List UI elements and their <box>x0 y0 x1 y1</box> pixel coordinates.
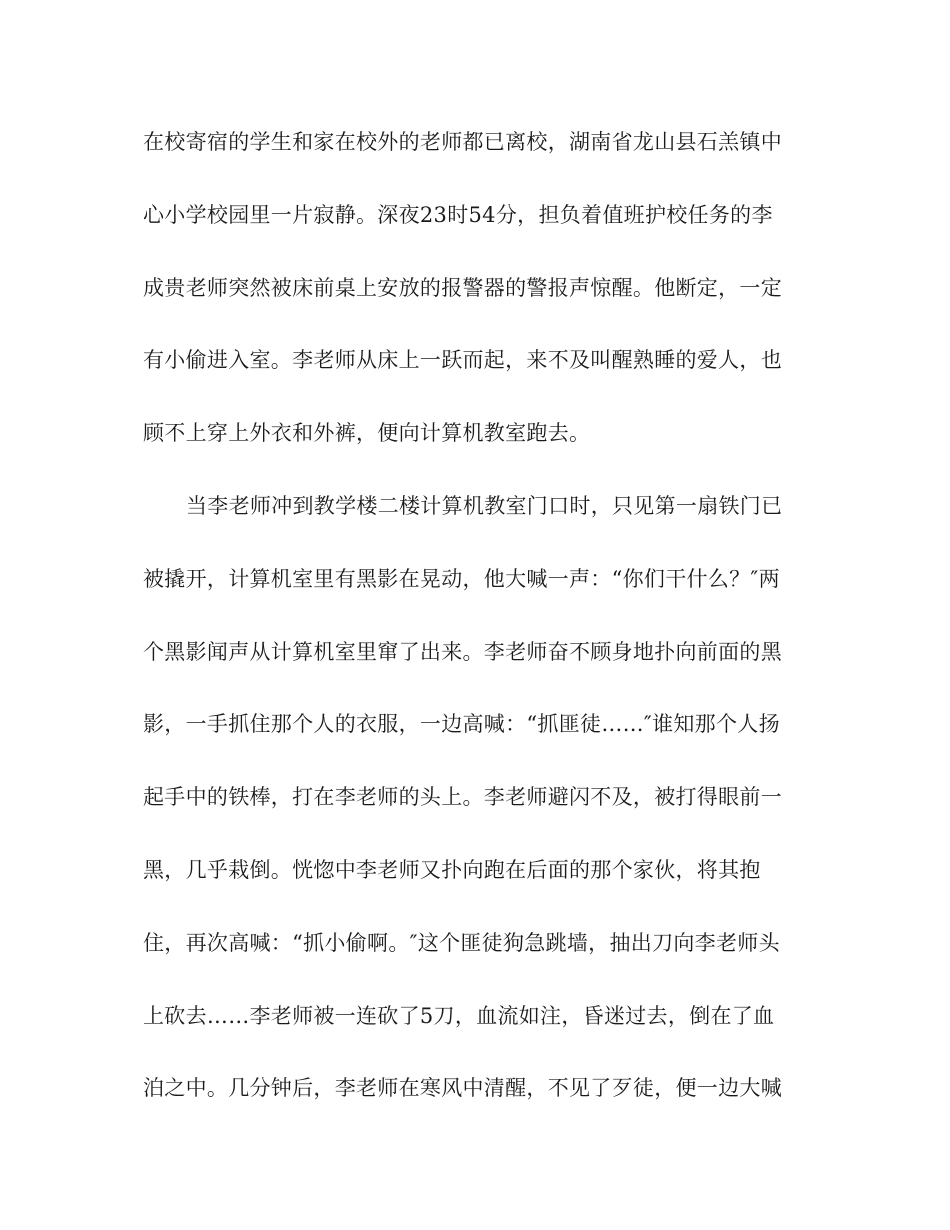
text-line: 有小偷进入室。李老师从床上一跃而起，来不及叫醒熟睡的爱人，也 <box>143 348 782 372</box>
text-line: 心小学校园里一片寂静。深夜23时54分，担负着值班护校任务的李 <box>143 203 773 227</box>
paragraph-first-line: 当李老师冲到教学楼二楼计算机教室门口时，只见第一扇铁门已 <box>186 494 783 518</box>
text-line: 上砍去……李老师被一连砍了5刀，血流如注，昏迷过去，倒在了血 <box>143 1004 775 1028</box>
text-line: 泊之中。几分钟后，李老师在寒风中清醒，不见了歹徒，便一边大喊 <box>143 1076 782 1100</box>
text-line: 被撬开，计算机室里有黑影在晃动，他大喊一声：“你们干什么？″两 <box>143 567 780 591</box>
text-line: 在校寄宿的学生和家在校外的老师都已离校，湖南省龙山县石羔镇中 <box>143 130 782 154</box>
text-line: 顾不上穿上外衣和外裤，便向计算机教室跑去。 <box>143 421 591 445</box>
text-line: 住，再次高喊：“抓小偷啊。″这个匪徒狗急跳墙，抽出刀向李老师头 <box>143 931 780 955</box>
text-line: 起手中的铁棒，打在李老师的头上。李老师避闪不及，被打得眼前一 <box>143 785 782 809</box>
text-line: 影，一手抓住那个人的衣服，一边高喊：“抓匪徒……″谁知那个人扬 <box>143 712 780 736</box>
text-line: 黑，几乎栽倒。恍惚中李老师又扑向跑在后面的那个家伙，将其抱 <box>143 858 761 882</box>
text-line: 成贵老师突然被床前桌上安放的报警器的警报声惊醒。他断定，一定 <box>143 276 782 300</box>
text-line: 个黑影闻声从计算机室里窜了出来。李老师奋不顾身地扑向前面的黑 <box>143 640 782 664</box>
